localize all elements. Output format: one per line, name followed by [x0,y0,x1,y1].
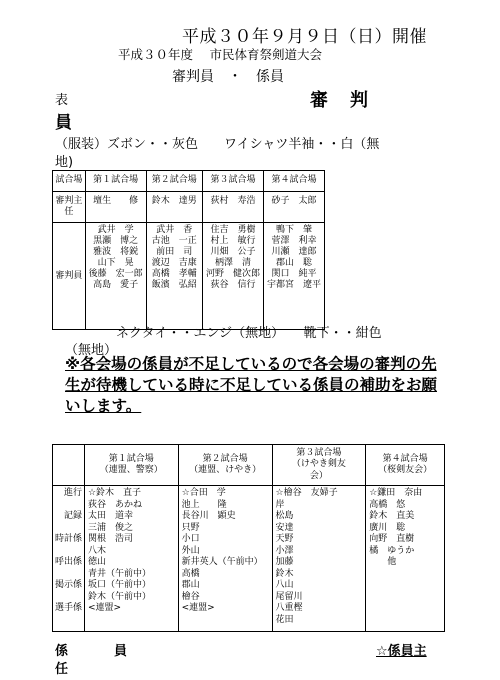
role-labels: 進行 記録 時計係 呼出係 掲示係 選手係 [53,486,85,632]
table-cell: ☆合田 学 池上 隆 長谷川 顕史 只野 小口 外山 新井英人（午前中） 高橋 郡山 檜谷 <連盟> [178,486,272,632]
table-row [53,192,325,223]
table-cell: 壇生 修 [85,192,146,223]
header-cell: 第１試合場 （連盟、警察） [84,445,178,486]
event-title: 平成３０年度 市民体育祭剣道大会 [118,47,322,62]
table-cell: 砂子 太郎 [263,192,324,223]
staff-table [52,444,445,632]
header-cell: 試合場 [53,171,86,192]
footer-label-left: 係 [55,644,69,659]
table-header-row [53,445,445,486]
attire-line-continuation: （無地） [65,343,118,358]
table-cell: ☆檜谷 友婦子 岸 松島 安達 天野 小澤 加藤 鈴木 八山 尾留川 八重樫 花田 [272,486,366,632]
left-fragment: 表 [55,93,69,108]
header-cell [53,445,85,486]
header-cell: 第１試合場 [85,171,146,192]
header-cell: 第２試合場 [146,171,202,192]
table-header-row [53,171,325,192]
judges-table [52,170,325,330]
header-cell: 第２試合場 （連盟、けやき） [178,445,272,486]
judges-heading: 審 判 [310,90,370,111]
dress-code-line: （服装）ズボン・・灰色 ワイシャツ半袖・・白（無 [55,137,380,152]
heading-continuation: 員 [55,113,72,133]
table-cell: 武井 香 古池 一正 前田 司 渡辺 吉康 高橋 孝輔 飯濱 弘紹 [146,223,202,330]
row-label: 審判員 [53,223,86,330]
table-row [53,486,445,632]
footer-label-mid: 員 [114,644,128,659]
row-label: 審判主任 [53,192,86,223]
header-cell: 第３試合場 （けやき剣友 会） [272,445,366,486]
table-cell: ☆鎌田 奈由 高橋 悠 鈴木 直美 廣川 聡 向野 直樹 橘 ゆうか 他 [366,486,445,632]
table-cell: 鴨下 肇 菅澤 利幸 川瀬 達郎 郡山 聡 関口 純平 宇都宮 遼平 [263,223,324,330]
footer-label-continuation: 任 [55,662,69,677]
dress-code-continuation: 地) [55,155,74,170]
table-cell: 武井 学 黒瀬 博之 雅波 将鋭 山下 晃 後藤 宏一郎 高島 愛子 [85,223,146,330]
attire-line: ネクタイ・・エンジ（無地） 靴下・・紺色 [116,326,382,341]
document-subtitle: 審判員 ・ 係員 [172,69,284,85]
footer-label-right: ☆係員主 [376,644,427,659]
table-cell: 住吉 勇樹 村上 敏行 川畑 公子 柄澤 清 河野 健次郎 荻谷 信行 [202,223,263,330]
table-cell: 荻村 寿浩 [202,192,263,223]
header-cell: 第４試合場 （桜剣友会） [366,445,445,486]
header-cell: 第４試合場 [263,171,324,192]
table-cell: ☆鈴木 直子 荻谷 あかね 太田 道幸 三浦 俊之 関根 浩司 八木 徳山 青井（午前中） 坂口（午前中） 鈴木（午前中） <連盟> [84,486,178,632]
date-line: 平成３０年９月９日（日）開催 [182,27,427,47]
notice-text: ※各会場の係員が不足しているので各会場の審判の先生が待機している時に不足している係員の補助をお願いします。 [65,355,438,415]
header-cell: 第３試合場 [202,171,263,192]
table-cell: 鈴木 達男 [146,192,202,223]
table-row [53,223,325,330]
